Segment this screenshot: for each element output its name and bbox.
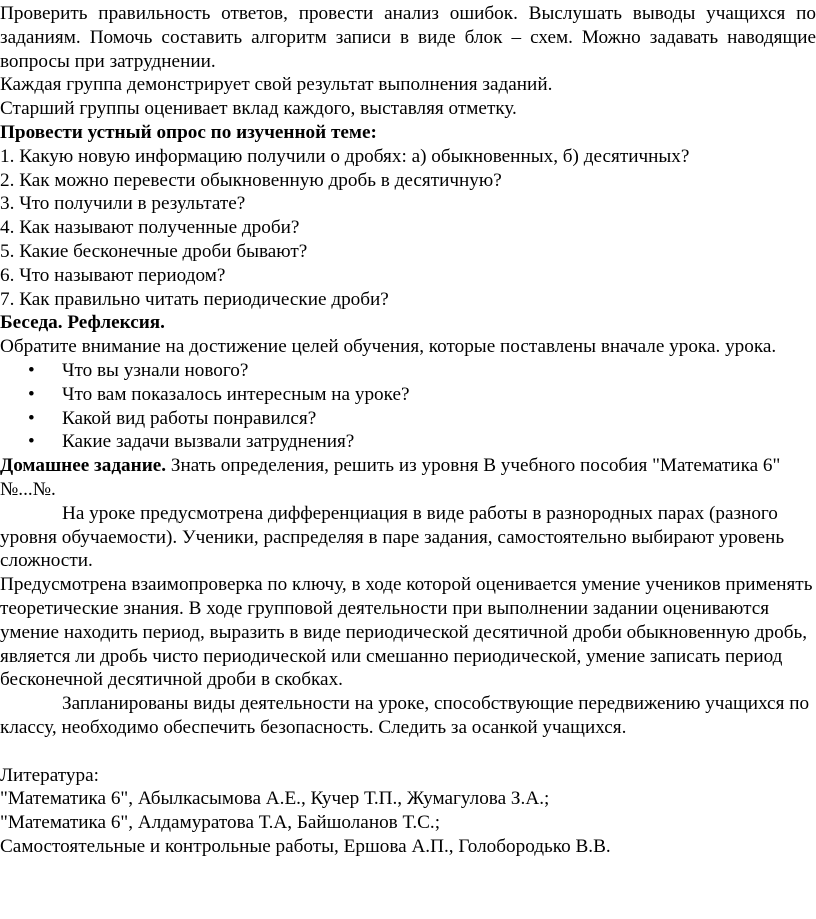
literature-heading: Литература: <box>0 764 99 786</box>
oral-survey-heading-text: Провести устный опрос по изученной теме: <box>0 121 377 143</box>
bullet-icon: • <box>28 431 35 453</box>
list-item <box>0 359 816 383</box>
homework-text: Знать определения, решить из уровня В учебного пособия "Математика 6" №...№. <box>0 455 781 500</box>
reflection-heading-text: Беседа. Рефлексия. <box>0 312 165 334</box>
safety-paragraph: Запланированы виды деятельности на уроке, способствующие передвижению учащихся по классу, необходимо обеспечить безопасность. Следить за осанкой учащихся. <box>0 693 810 738</box>
group-leader-paragraph: Старший группы оценивает вклад каждого, выставляя отметку. <box>0 98 517 120</box>
literature-item-3: Самостоятельные и контрольные работы, Ершова А.П., Голобородько В.В. <box>0 835 611 857</box>
bullet-icon: • <box>28 359 35 381</box>
bullet-icon: • <box>28 407 35 429</box>
peer-review-paragraph: Предусмотрена взаимопроверка по ключу, в ходе которой оценивается умение учеников применять теоретические знания. В ходе групповой деятельности при выполнении задании оцениваются умение находить период, выразить в виде периодической десятичной дроби обыкновенную дробь, является ли дробь чисто периодической или смешанно периодической, умение записать период бесконечной десятичной дроби в скобках. <box>0 574 813 691</box>
oral-survey-heading <box>0 121 816 145</box>
instructions-paragraph: Проверить правильность ответов, провести анализ ошибок. Выслушать выводы учащихся по заданиям. Помочь составить алгоритм записи в виде блок – схем. Можно задавать наводящие вопросы при затруднении. <box>0 3 816 72</box>
question-4: 4. Как называют полученные дроби? <box>0 217 300 239</box>
question-5: 5. Какие бесконечные дроби бывают? <box>0 240 308 262</box>
question-6: 6. Что называют периодом? <box>0 264 226 286</box>
question-1: 1. Какую новую информацию получили о дробях: а) обыкновенных, б) десятичных? <box>0 145 690 167</box>
question-2: 2. Как можно перевести обыкновенную дробь в десятичную? <box>0 169 502 191</box>
bullet-icon: • <box>28 383 35 405</box>
bullet-text: Какие задачи вызвали затруднения? <box>62 431 355 453</box>
reflection-intro: Обратите внимание на достижение целей обучения, которые поставлены вначале урока. урока. <box>0 336 777 358</box>
bullet-text: Какой вид работы понравился? <box>62 407 317 429</box>
bullet-text: Что вам показалось интересным на уроке? <box>62 383 410 405</box>
question-7: 7. Как правильно читать периодические дроби? <box>0 288 389 310</box>
reflection-heading <box>0 311 816 335</box>
list-item <box>0 383 816 407</box>
literature-item-2: "Математика 6", Алдамуратова Т.А, Байшоланов Т.С.; <box>0 812 441 834</box>
bullet-text: Что вы узнали нового? <box>62 359 249 381</box>
list-item <box>0 430 816 454</box>
list-item <box>0 407 816 431</box>
literature-item-1: "Математика 6", Абылкасымова А.Е., Кучер Т.П., Жумагулова З.А.; <box>0 788 550 810</box>
reflection-bullet-list <box>0 359 816 454</box>
homework-label: Домашнее задание. <box>0 455 167 477</box>
group-demo-paragraph: Каждая группа демонстрирует свой результат выполнения заданий. <box>0 74 553 96</box>
differentiation-paragraph: На уроке предусмотрена дифференциация в виде работы в разнородных парах (разного уровня обучаемости). Ученики, распределяя в паре задания, самостоятельно выбирают уровень сложности. <box>0 502 785 572</box>
question-3: 3. Что получили в результате? <box>0 193 246 215</box>
homework-paragraph <box>0 454 816 502</box>
blank-line <box>0 740 816 764</box>
